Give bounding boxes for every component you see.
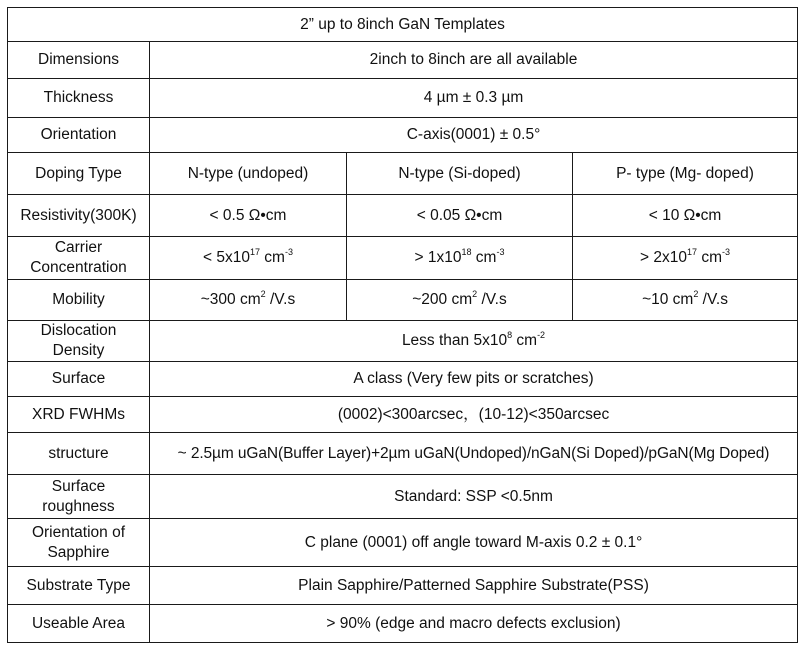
row-value: 4 µm ± 0.3 µm [150,79,798,118]
row-label-line2: roughness [42,497,115,515]
resistivity-si-doped: < 0.05 Ω•cm [347,195,573,237]
table-row-carrier-concentration [8,237,798,280]
row-label [8,475,150,519]
row-value: Less than $5x10^8$ $cm^{-2}$ [150,321,798,362]
row-label [8,237,150,280]
table-row-dislocation-density [8,321,798,362]
table-row-dimensions [8,42,798,79]
row-value: (0002)<300arcsec，(10-12)<350arcsec [150,397,798,433]
table-row-xrd-fwhms [8,397,798,433]
gan-template-spec-table [7,7,798,643]
row-label [8,519,150,567]
table-row-useable-area [8,605,798,643]
row-label: Thickness [8,79,150,118]
mobility-mg-doped: ~10 $cm^2$ /V.s [573,280,798,321]
row-label: Mobility [8,280,150,321]
row-label: Orientation [8,118,150,153]
table-title: 2” up to 8inch GaN Templates [8,8,798,42]
resistivity-undoped: < 0.5 Ω•cm [150,195,347,237]
row-label [8,321,150,362]
row-value: C-axis(0001) ± 0.5° [150,118,798,153]
carrier-si-doped: > $1x10^{18}$ $cm^{-3}$ [347,237,573,280]
row-value: 2inch to 8inch are all available [150,42,798,79]
table-row-surface [8,362,798,397]
row-label: Surface [8,362,150,397]
row-label-line2: Density [52,342,105,359]
row-value: Plain Sapphire/Patterned Sapphire Substrate(PSS) [150,567,798,605]
doping-undoped: N-type (undoped) [150,153,347,195]
row-label: structure [8,433,150,475]
row-value: C plane (0001) off angle toward M-axis 0.2 ± 0.1° [150,519,798,567]
row-label-line1: Surface [51,477,106,495]
row-label: Useable Area [8,605,150,643]
table-row-structure [8,433,798,475]
row-value: Standard: SSP <0.5nm [150,475,798,519]
table-row-orientation [8,118,798,153]
carrier-undoped: < $5x10^{17}$ $cm^{-3}$ [150,237,347,280]
resistivity-mg-doped: < 10 Ω•cm [573,195,798,237]
row-label-line2: Sapphire [47,543,110,561]
row-value: > 90% (edge and macro defects exclusion) [150,605,798,643]
row-label-line1: Orientation of [31,523,126,541]
table-row-mobility [8,280,798,321]
doping-si-doped: N-type (Si-doped) [347,153,573,195]
mobility-undoped: ~300 $cm^2$ /V.s [150,280,347,321]
table-row-thickness [8,79,798,118]
row-label-line1: Carrier [54,239,103,256]
row-value: A class (Very few pits or scratches) [150,362,798,397]
row-label: Dimensions [8,42,150,79]
row-label: Doping Type [8,153,150,195]
table-row-orientation-of-sapphire [8,519,798,567]
row-label: Resistivity(300K) [8,195,150,237]
row-value: ~ 2.5µm uGaN(Buffer Layer)+2µm uGaN(Undoped)/nGaN(Si Doped)/pGaN(Mg Doped) [150,433,798,475]
table-row-substrate-type [8,567,798,605]
row-label: XRD FWHMs [8,397,150,433]
table-row-resistivity [8,195,798,237]
row-label-line2: Concentration [30,259,127,276]
mobility-si-doped: ~200 $cm^2$ /V.s [347,280,573,321]
table-row-surface-roughness [8,475,798,519]
carrier-mg-doped: > $2x10^{17}$ $cm^{-3}$ [573,237,798,280]
row-label-line1: Dislocation [40,322,117,339]
doping-mg-doped: P- type (Mg- doped) [573,153,798,195]
row-label: Substrate Type [8,567,150,605]
table-title-row [8,8,798,42]
table-row-doping-type [8,153,798,195]
